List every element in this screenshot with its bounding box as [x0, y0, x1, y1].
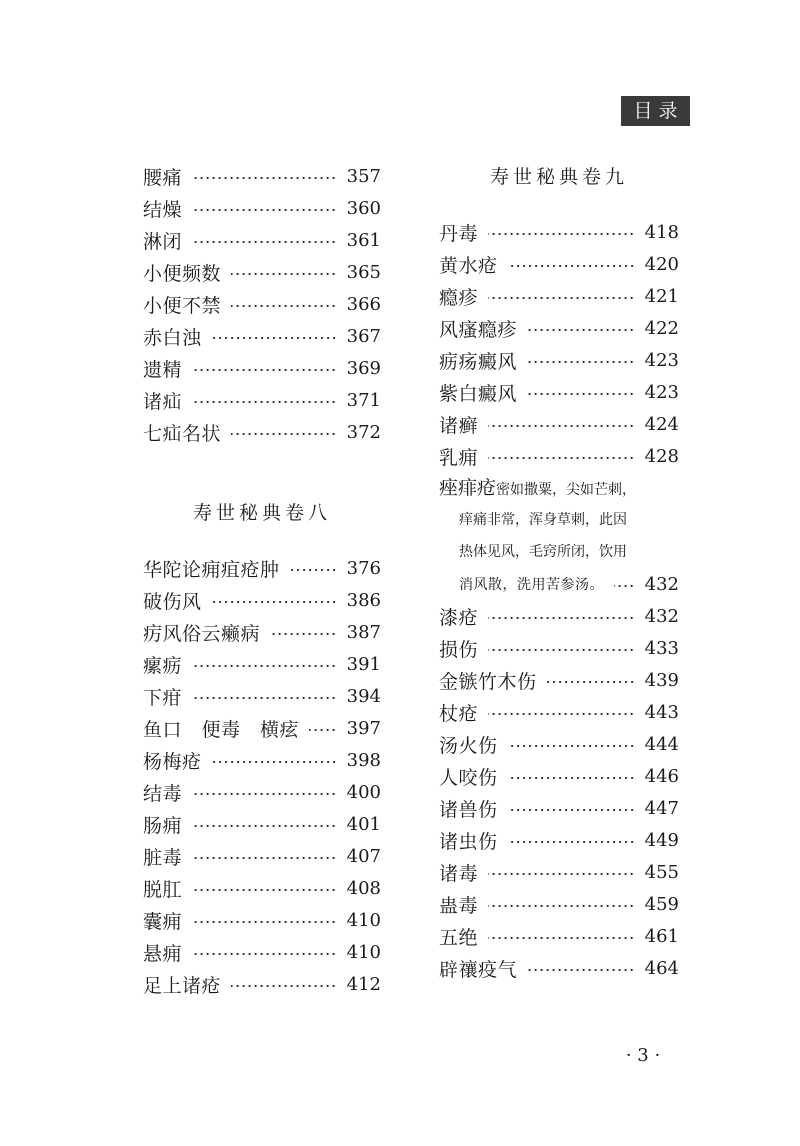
toc-entry-title: 遗精 [143, 358, 183, 381]
toc-entry-title: 小便频数 [143, 262, 222, 285]
leader-dots [290, 569, 337, 571]
toc-entry-title: 杖疮 [439, 702, 479, 725]
toc-entry-multiline[interactable] [439, 472, 679, 600]
toc-entry[interactable] [439, 312, 679, 344]
toc-entry-title: 诸虫伤 [439, 830, 498, 853]
toc-entry-page: 407 [346, 845, 381, 867]
leader-dots [270, 633, 337, 635]
toc-entry-title: 诸兽伤 [439, 798, 498, 821]
toc-entry-title: 脱肛 [143, 878, 183, 901]
leader-dots [488, 297, 635, 299]
toc-entry-title: 诸癣 [439, 414, 479, 437]
toc-entry-title: 紫白癜风 [439, 382, 518, 405]
toc-entry[interactable] [439, 824, 679, 856]
toc-entry-page: 376 [346, 557, 381, 579]
toc-entry[interactable] [439, 280, 679, 312]
toc-entry-title: 诸疝 [143, 390, 183, 413]
toc-entry[interactable] [439, 728, 679, 760]
toc-entry[interactable] [439, 344, 679, 376]
toc-entry[interactable] [439, 408, 679, 440]
toc-entry-page: 391 [346, 653, 381, 675]
toc-entry-title: 瘾疹 [439, 286, 479, 309]
toc-entry-page: 410 [346, 941, 381, 963]
toc-entry-title: 小便不禁 [143, 294, 222, 317]
toc-entry-page: 421 [644, 285, 679, 307]
toc-entry-page: 420 [644, 253, 679, 275]
toc-entry[interactable] [439, 856, 679, 888]
toc-entry[interactable] [439, 920, 679, 952]
toc-entry-page: 433 [644, 637, 679, 659]
toc-entry-title: 痤痱疮 [439, 477, 497, 499]
leader-dots [508, 265, 635, 267]
leader-dots [192, 889, 337, 891]
toc-entry[interactable] [143, 256, 381, 288]
leader-dots [488, 873, 635, 875]
toc-entry-page: 418 [644, 221, 679, 243]
toc-entry-title: 赤白浊 [143, 326, 202, 349]
toc-left-top-list [143, 160, 381, 448]
toc-entry[interactable] [439, 888, 679, 920]
leader-dots [488, 457, 635, 459]
toc-entry[interactable] [143, 320, 381, 352]
toc-entry-title: 蛊毒 [439, 894, 479, 917]
leader-dots [614, 585, 635, 587]
toc-entry-page: 432 [644, 605, 679, 627]
leader-dots [527, 969, 635, 971]
toc-entry-page: 387 [346, 621, 381, 643]
toc-entry-page: 424 [644, 413, 679, 435]
toc-entry[interactable] [143, 968, 381, 1000]
toc-entry-page: 357 [346, 165, 381, 187]
toc-entry[interactable] [143, 384, 381, 416]
leader-dots [488, 937, 635, 939]
leader-dots [212, 601, 337, 603]
toc-entry-page: 443 [644, 701, 679, 723]
toc-entry[interactable] [143, 744, 381, 776]
toc-entry-title: 风瘙瘾疹 [439, 318, 518, 341]
toc-entry[interactable] [439, 664, 679, 696]
leader-dots [508, 841, 635, 843]
leader-dots [231, 273, 337, 275]
toc-entry-page: 428 [644, 445, 679, 467]
toc-entry-page: 371 [346, 389, 381, 411]
volume-heading-9: 寿世秘典卷九 [489, 166, 628, 188]
toc-entry-note: 密如撒粟，尖如芒刺， [496, 482, 637, 498]
toc-entry[interactable] [439, 792, 679, 824]
toc-entry-page: 410 [346, 909, 381, 931]
toc-entry[interactable] [439, 216, 679, 248]
toc-entry-title: 金镞竹木伤 [439, 670, 537, 693]
leader-dots [508, 745, 635, 747]
toc-entry-page: 423 [644, 381, 679, 403]
leader-dots [309, 729, 337, 731]
toc-entry-title: 疬疡癜风 [439, 350, 518, 373]
toc-entry[interactable] [143, 904, 381, 936]
toc-entry[interactable] [143, 160, 381, 192]
toc-left-column [143, 160, 381, 1000]
toc-entry[interactable] [439, 952, 679, 984]
toc-entry-page: 447 [644, 797, 679, 819]
leader-dots [488, 425, 635, 427]
toc-entry-title: 结毒 [143, 782, 183, 805]
toc-entry-page: 461 [644, 925, 679, 947]
toc-entry-title: 汤火伤 [439, 734, 498, 757]
leader-dots [192, 953, 337, 955]
toc-volume-9-list-a [439, 216, 679, 472]
toc-entry[interactable] [143, 416, 381, 448]
leader-dots [488, 905, 635, 907]
toc-entry-page: 394 [346, 685, 381, 707]
toc-entry[interactable] [439, 600, 679, 632]
toc-entry[interactable] [143, 936, 381, 968]
toc-entry-title: 漆疮 [439, 606, 479, 629]
toc-entry-page: 439 [644, 669, 679, 691]
toc-entry-page: 366 [346, 293, 381, 315]
toc-entry-note-line: 消风散，洗用苦参汤。 [459, 577, 604, 593]
leader-dots [488, 713, 635, 715]
toc-entry[interactable] [439, 760, 679, 792]
toc-entry-page: 360 [346, 197, 381, 219]
leader-dots [231, 433, 337, 435]
leader-dots [192, 177, 337, 179]
toc-entry-page: 400 [346, 781, 381, 803]
toc-entry[interactable] [143, 352, 381, 384]
toc-entry-page: 459 [644, 893, 679, 915]
toc-entry[interactable] [439, 440, 679, 472]
toc-entry[interactable] [439, 696, 679, 728]
toc-entry[interactable] [143, 648, 381, 680]
toc-entry-page: 408 [346, 877, 381, 899]
leader-dots [192, 209, 337, 211]
toc-entry[interactable] [143, 712, 381, 744]
toc-entry-page: 455 [644, 861, 679, 883]
toc-entry-page: 422 [644, 317, 679, 339]
toc-entry[interactable] [143, 808, 381, 840]
toc-entry-page: 365 [346, 261, 381, 283]
toc-entry-note-line: 热体见风，毛窍所闭，饮用 [459, 544, 627, 560]
leader-dots [527, 393, 635, 395]
toc-entry-title: 鱼口 便毒 横痃 [143, 718, 300, 741]
toc-entry-last-line [439, 568, 679, 600]
page-number: · 3 · [625, 1045, 661, 1066]
toc-entry-title: 足上诸疮 [143, 974, 222, 997]
toc-entry-page: 369 [346, 357, 381, 379]
leader-dots [508, 777, 635, 779]
leader-dots [192, 369, 337, 371]
toc-entry[interactable] [143, 552, 381, 584]
leader-dots [192, 857, 337, 859]
toc-right-column [439, 160, 679, 984]
leader-dots [231, 985, 337, 987]
toc-entry[interactable] [143, 776, 381, 808]
leader-dots [192, 665, 337, 667]
leader-dots [192, 241, 337, 243]
toc-entry-title: 辟禳疫气 [439, 958, 518, 981]
toc-entry-title: 淋闭 [143, 230, 183, 253]
toc-entry[interactable] [439, 632, 679, 664]
toc-entry[interactable] [143, 224, 381, 256]
toc-entry[interactable] [143, 680, 381, 712]
leader-dots [231, 305, 337, 307]
leader-dots [212, 761, 337, 763]
toc-entry-title: 诸毒 [439, 862, 479, 885]
toc-entry-title: 腰痛 [143, 166, 183, 189]
toc-entry-title: 囊痈 [143, 910, 183, 933]
section-tag-contents: 目录 [621, 96, 690, 126]
leader-dots [547, 681, 635, 683]
toc-entry-title-line [439, 472, 679, 504]
toc-entry[interactable] [143, 840, 381, 872]
toc-entry-title: 悬痈 [143, 942, 183, 965]
toc-entry-page: 401 [346, 813, 381, 835]
toc-entry-title: 瘰疬 [143, 654, 183, 677]
toc-entry-title: 华陀论痈疽疮肿 [143, 558, 280, 581]
toc-entry-note: 俗云癞病 [182, 622, 261, 645]
toc-entry[interactable] [143, 192, 381, 224]
toc-entry-title: 丹毒 [439, 222, 479, 245]
toc-entry-title: 下疳 [143, 686, 183, 709]
leader-dots [192, 825, 337, 827]
leader-dots [192, 697, 337, 699]
toc-volume-9-list-b [439, 600, 679, 984]
leader-dots [488, 233, 635, 235]
leader-dots [488, 649, 635, 651]
leader-dots [527, 329, 635, 331]
toc-entry-page: 464 [644, 957, 679, 979]
leader-dots [508, 809, 635, 811]
toc-entry-page: 372 [346, 421, 381, 443]
toc-volume-8-list [143, 552, 381, 1000]
toc-entry-title: 损伤 [439, 638, 479, 661]
toc-entry[interactable] [143, 584, 381, 616]
leader-dots [488, 617, 635, 619]
leader-dots [192, 921, 337, 923]
toc-entry-title: 乳痈 [439, 446, 479, 469]
toc-entry[interactable] [439, 248, 679, 280]
volume-heading-8: 寿世秘典卷八 [192, 502, 331, 524]
toc-entry-page: 449 [644, 829, 679, 851]
toc-entry-page: 398 [346, 749, 381, 771]
toc-entry-title: 黄水疮 [439, 254, 498, 277]
toc-entry-title: 七疝名状 [143, 422, 222, 445]
toc-entry-page: 444 [644, 733, 679, 755]
leader-dots [192, 793, 337, 795]
toc-entry[interactable] [439, 376, 679, 408]
toc-entry-page: 386 [346, 589, 381, 611]
toc-entry-title: 结燥 [143, 198, 183, 221]
toc-entry-page: 446 [644, 765, 679, 787]
toc-entry-title: 肠痈 [143, 814, 183, 837]
toc-entry-page: 432 [644, 573, 679, 595]
toc-entry[interactable] [143, 872, 381, 904]
leader-dots [527, 361, 635, 363]
toc-entry-title: 五绝 [439, 926, 479, 949]
leader-dots [212, 337, 337, 339]
toc-entry-page: 397 [346, 717, 381, 739]
toc-entry-title: 脏毒 [143, 846, 183, 869]
toc-entry[interactable] [143, 616, 381, 648]
toc-entry-page: 361 [346, 229, 381, 251]
toc-entry-note-line: 痒痛非常，浑身草刺，此因 [459, 512, 627, 528]
toc-entry-title: 人咬伤 [439, 766, 498, 789]
toc-entry-title: 杨梅疮 [143, 750, 202, 773]
toc-entry-page: 412 [346, 973, 381, 995]
toc-entry[interactable] [143, 288, 381, 320]
toc-entry-page: 367 [346, 325, 381, 347]
toc-entry-page: 423 [644, 349, 679, 371]
toc-entry-title: 破伤风 [143, 590, 202, 613]
leader-dots [192, 401, 337, 403]
toc-entry-title: 疠风 [143, 622, 183, 645]
